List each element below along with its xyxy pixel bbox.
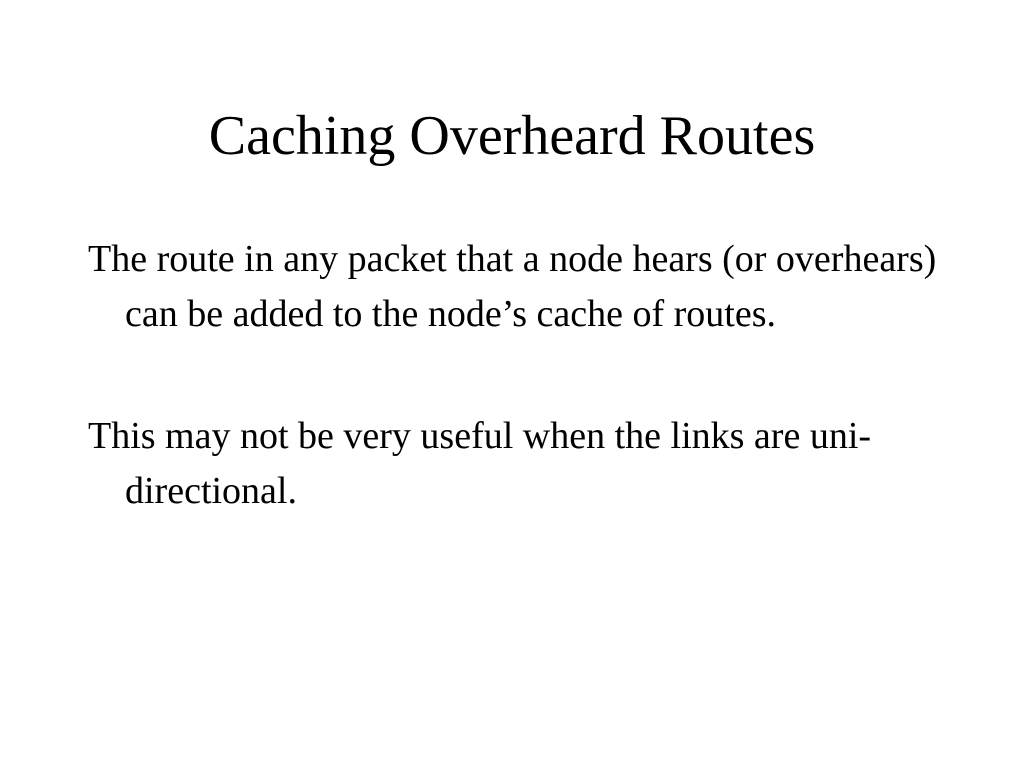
slide-title: Caching Overheard Routes [208, 105, 816, 167]
slide-body [88, 232, 948, 586]
bullet-point: This may not be very useful when the links are uni-directional. [88, 415, 872, 512]
bullet-point: The route in any packet that a node hears (or overhears) can be added to the node’s cache of routes. [88, 238, 937, 335]
